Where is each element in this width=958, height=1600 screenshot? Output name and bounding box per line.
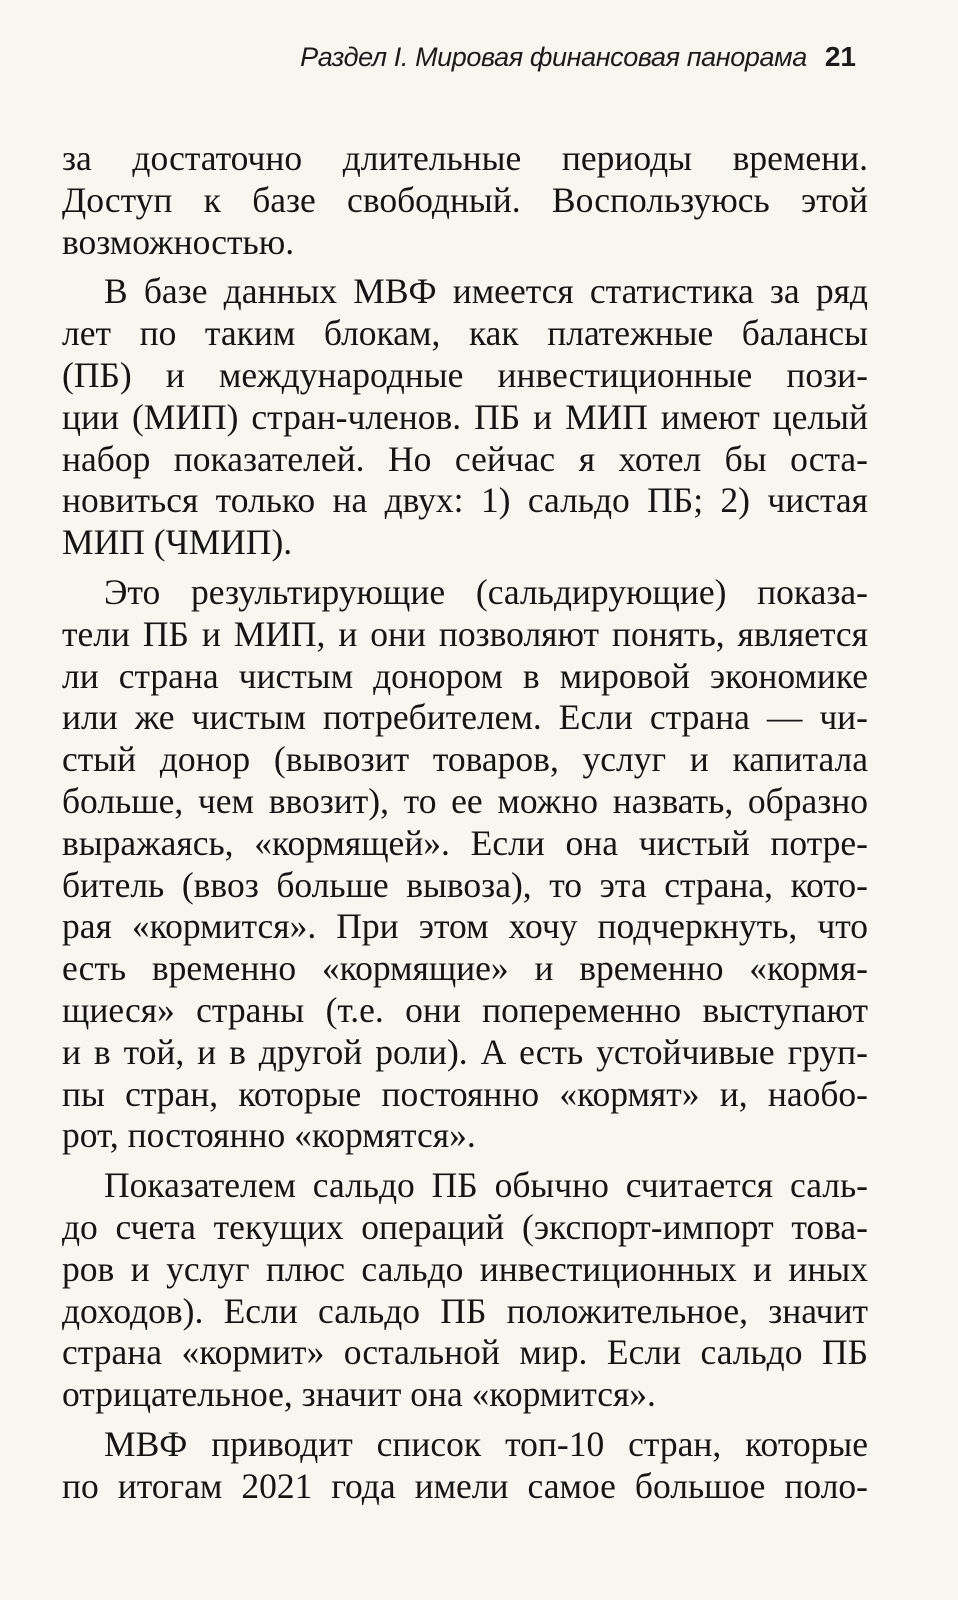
paragraph-3	[62, 572, 868, 1157]
paragraph-5	[62, 1424, 868, 1508]
page-number: 21	[824, 41, 856, 72]
text-line: за достаточно длительные периоды времени.	[62, 138, 868, 178]
text-line: (ПБ) и международные инвестиционные пози-	[62, 354, 868, 395]
text-line: лет по таким блокам, как платежные балансы	[62, 313, 868, 354]
text-line: до счета текущих операций (экспорт-импорт това-	[62, 1206, 868, 1247]
text-line: рот, постоянно «кормятся».	[62, 1115, 476, 1156]
text-line: МИП (ЧМИП).	[62, 522, 293, 563]
text-line: новиться только на двух: 1) сальдо ПБ; 2) чистая	[62, 480, 868, 521]
text-line: и в той, и в другой роли). А есть устойчивые груп-	[62, 1031, 868, 1072]
text-line: МВФ приводит список топ-10 стран, которые	[104, 1423, 868, 1464]
text-line: выражаясь, «кормящей». Если она чистый потре-	[62, 822, 868, 863]
text-line: ции (МИП) стран-членов. ПБ и МИП имеют целый	[62, 396, 868, 437]
paragraph-1	[62, 138, 868, 263]
text-line: доходов). Если сальдо ПБ положительное, значит	[62, 1290, 868, 1331]
text-line: страна «кормит» остальной мир. Если сальдо ПБ	[62, 1332, 868, 1373]
text-line: стый донор (вывозит товаров, услуг и капитала	[62, 739, 868, 780]
text-line: тели ПБ и МИП, и они позволяют понять, является	[62, 613, 868, 654]
text-line: Показателем сальдо ПБ обычно считается саль-	[104, 1165, 868, 1206]
text-line: больше, чем ввозит), то ее можно назвать, образно	[62, 780, 868, 821]
text-line: рая «кормится». При этом хочу подчеркнуть, что	[62, 906, 868, 947]
text-line: щиеся» страны (т.е. они попеременно выступают	[62, 989, 868, 1030]
text-line: Это результирующие (сальдирующие) показа-	[104, 571, 868, 612]
text-line: ли страна чистым донором в мировой экономике	[62, 655, 868, 696]
text-line: ров и услуг плюс сальдо инвестиционных и иных	[62, 1248, 868, 1289]
text-line: набор показателей. Но сейчас я хотел бы оста-	[62, 438, 868, 479]
paragraph-4	[62, 1165, 868, 1416]
body-text	[62, 138, 868, 1516]
paragraph-2	[62, 271, 868, 564]
running-header	[300, 38, 856, 76]
text-line: пы стран, которые постоянно «кормят» и, наобо-	[62, 1073, 868, 1114]
text-line: В базе данных МВФ имеется статистика за ряд	[104, 271, 868, 312]
text-line: Доступ к базе свободный. Воспользуюсь этой	[62, 179, 868, 220]
text-line: или же чистым потребителем. Если страна — чи-	[62, 697, 868, 738]
text-line: по итогам 2021 года имели самое большое поло-	[62, 1465, 868, 1506]
text-line: отрицательное, значит она «кормится».	[62, 1374, 656, 1415]
text-line: битель (ввоз больше вывоза), то эта страна, кото-	[62, 864, 868, 905]
text-line: есть временно «кормящие» и временно «кормя-	[62, 948, 868, 989]
running-title: Раздел I. Мировая финансовая панорама	[300, 42, 807, 72]
text-line: возможностью.	[62, 221, 295, 262]
